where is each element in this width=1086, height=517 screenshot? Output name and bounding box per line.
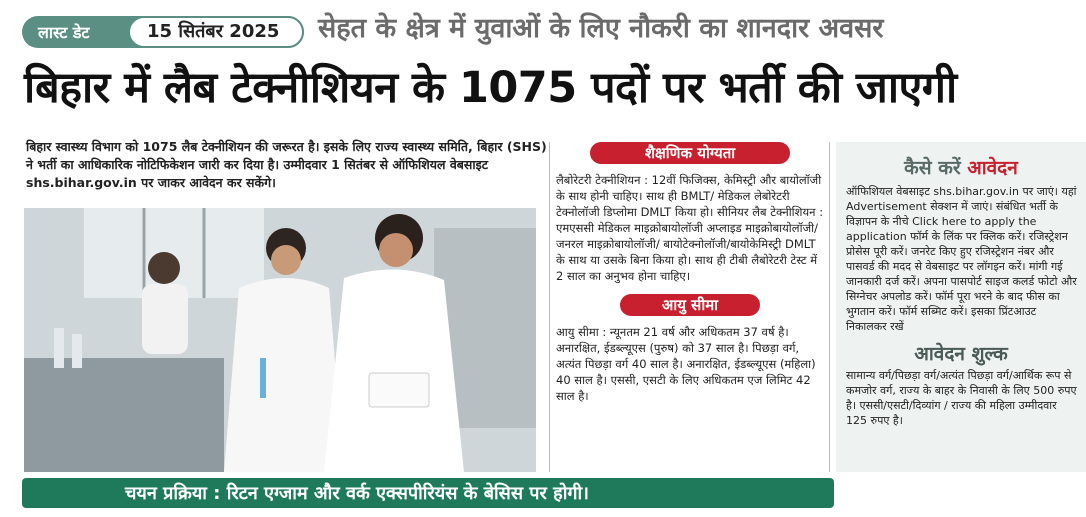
tagline: सेहत के क्षेत्र में युवाओं के लिए नौकरी का शानदार अवसर: [318, 13, 884, 44]
qualification-column: [556, 142, 824, 404]
lab-photo-illustration: [24, 208, 536, 472]
apply-heading: [836, 154, 1086, 180]
intro-paragraph: बिहार स्वास्थ्य विभाग को 1075 लैब टेक्नीशियन की जरूरत है। इसके लिए राज्य स्वास्थ्य समिति, बिहार (SHS) ने भर्ती का आधिकारिक नोटिफिकेशन जारी कर दिया है। उम्मीदवार 1 सितंबर से ऑफिशियल वेबसाइट shs.bihar.gov.in पर जाकर आवेदन कर सकेंगे।: [26, 139, 547, 190]
fee-text: सामान्य वर्ग/पिछड़ा वर्ग/अत्यंत पिछड़ा वर्ग/आर्थिक रूप से कमजोर वर्ग, राज्य के बाहर के निवासी के लिए 500 रुपए है। एससी/एसटी/दिव्यांग / राज्य की महिला उम्मीदवार 125 रुपए है।: [846, 369, 1077, 427]
age-heading: आयु सीमा: [620, 294, 760, 316]
education-text: लैबोरेटरी टेक्नीशियन : 12वीं फिजिक्स, केमिस्ट्री और बायोलॉजी के साथ होनी चाहिए। साथ ही BMLT/ मेडिकल लेबोरेटरी टेक्नोलॉजी डिप्लोमा DMLT किया हो। सीनियर लैब टेक्नीशियन : एमएससी मेडिकल माइक्रोबायोलॉजी अप्लाइड माइक्रोबायोलॉजी/जनरल माइक्रोबायोलॉजी/ बायोटेक्नोलॉजी/बायोकेमिस्ट्री DMLT के साथ या उसके बिना किया हो। साथ ही टीबी लैबोरेटरी टेस्ट में 2 साल का अनुभव होना चाहिए।: [556, 173, 824, 283]
last-date-value: 15 सितंबर 2025: [147, 21, 280, 42]
column-divider: [549, 142, 550, 472]
education-heading: शैक्षणिक योग्यता: [590, 142, 790, 164]
apply-heading-part1: कैसे करें: [904, 157, 968, 179]
selection-text: चयन प्रक्रिया : रिटन एग्जाम और वर्क एक्सपीरियंस के बेसिस पर होगी।: [125, 483, 589, 504]
column-divider: [829, 142, 830, 472]
apply-column: [836, 142, 1086, 472]
lab-photo: [24, 208, 536, 472]
last-date-label: लास्ट डेट: [38, 23, 90, 42]
apply-heading-part2: आवेदन: [967, 157, 1018, 179]
headline: बिहार में लैब टेक्नीशियन के 1075 पदों पर भर्ती की जाएगी: [24, 63, 957, 113]
fee-heading: आवेदन शुल्क: [914, 343, 1008, 365]
age-text: आयु सीमा : न्यूनतम 21 वर्ष और अधिकतम 37 वर्ष है। अनारक्षित, ईडब्ल्यूएस (पुरुष) को 37 साल है। पिछड़ा वर्ग, अत्यंत पिछड़ा वर्ग 40 साल है। अनारक्षित, ईडब्ल्यूएस (महिला) 40 साल है। एससी, एसटी के लिए अधिकतम एज लिमिट 42 साल है।: [556, 325, 816, 403]
apply-text: ऑफिशियल वेबसाइट shs.bihar.gov.in पर जाएं। यहां Advertisement सेक्शन में जाएं। संबंधित भर्ती के विज्ञापन के नीचे Click here to apply the application फॉर्म के लिंक पर क्लिक करें। रजिस्ट्रेशन प्रोसेस पूरी करें। जनरेट किए हुए रजिस्ट्रेशन नंबर और पासवर्ड की मदद से वेबसाइट पर लॉगइन करें। मांगी गई जानकारी दर्ज करें। अपना पासपोर्ट साइज कलर्ड फोटो और सिग्नेचर अपलोड करें। फॉर्म पूरा भरने के बाद फीस का भुगतान करें। फॉर्म सब्मिट करें। इसका प्रिंटआउट निकालकर रखें: [846, 185, 1077, 333]
